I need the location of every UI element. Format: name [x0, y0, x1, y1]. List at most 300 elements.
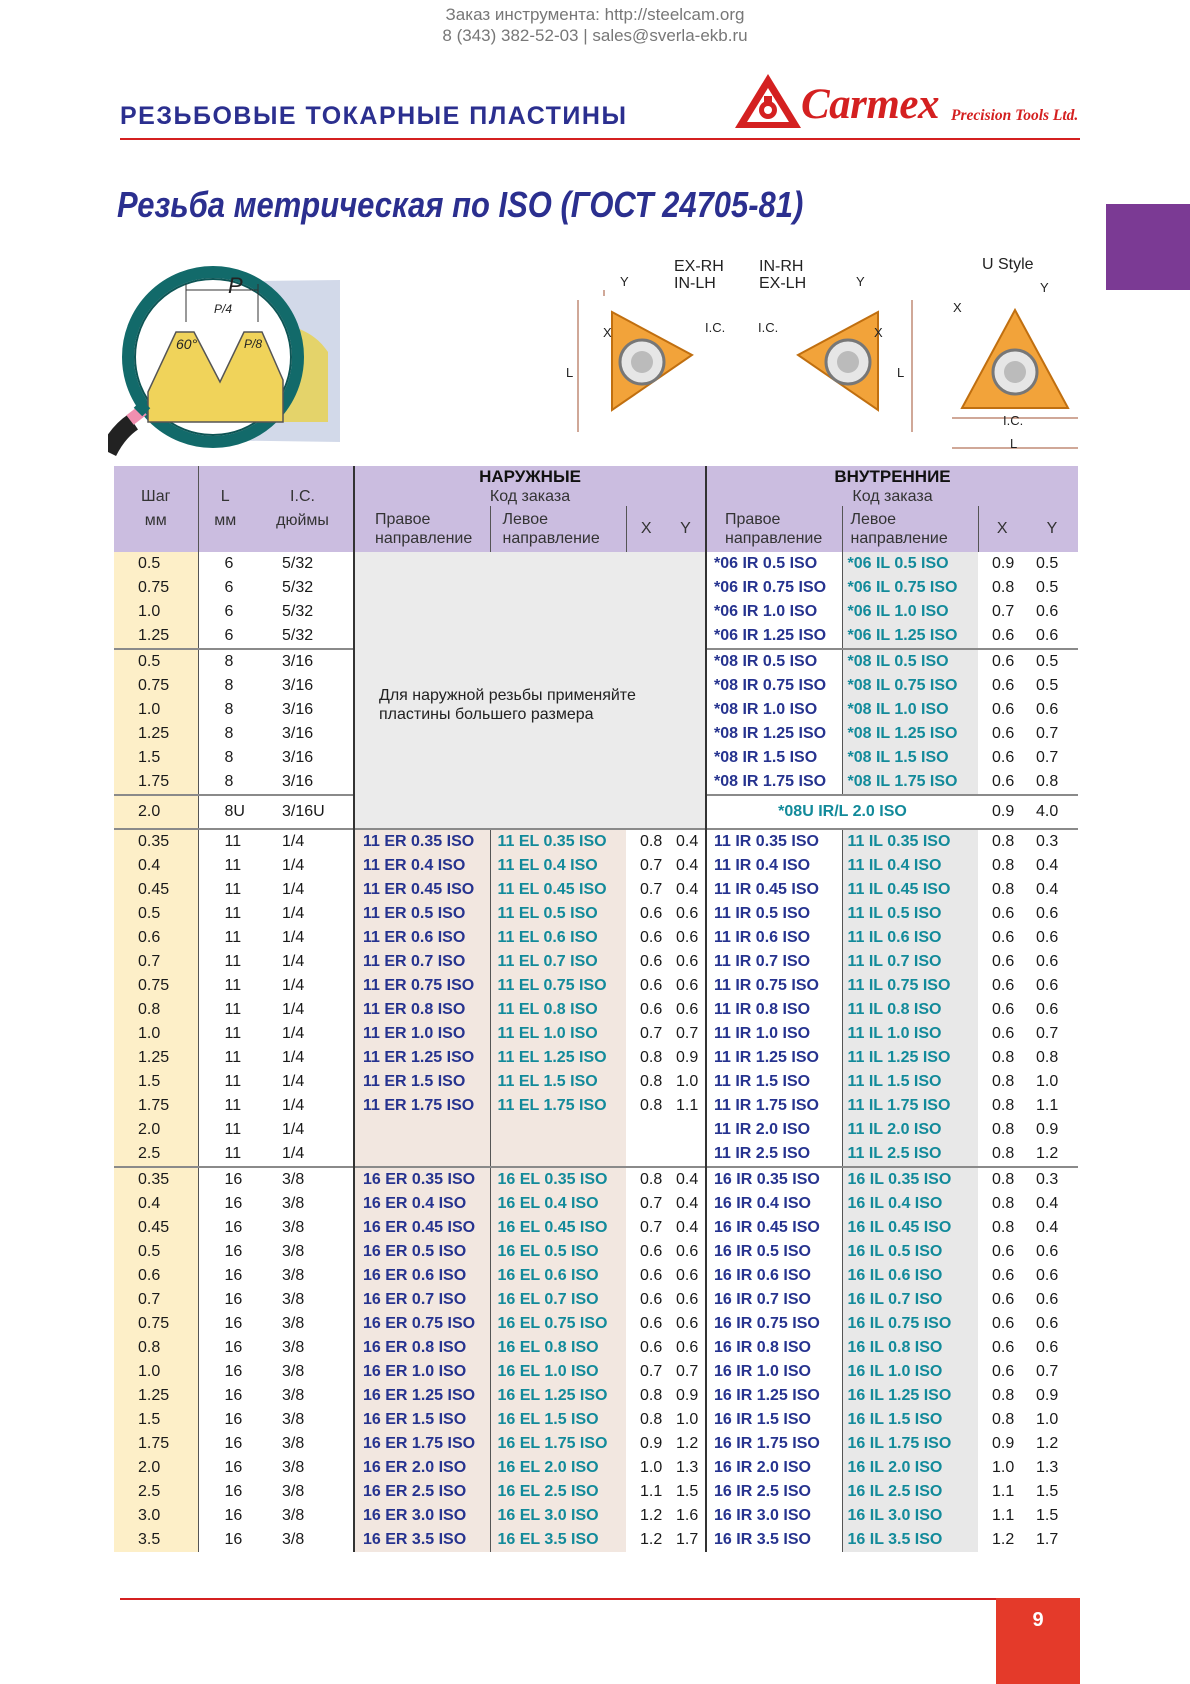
- int-left-code: 11 IL 0.7 ISO: [842, 950, 978, 974]
- ext-right-code: 16 ER 0.35 ISO: [354, 1167, 490, 1192]
- ext-right-code: 16 ER 0.5 ISO: [354, 1240, 490, 1264]
- int-left-code: *08 IL 0.5 ISO: [842, 649, 978, 674]
- pitch-cell: 1.0: [114, 1022, 198, 1046]
- table-row: [114, 1384, 1078, 1408]
- header-rule: [120, 138, 1080, 140]
- int-left-code: *06 IL 0.75 ISO: [842, 576, 978, 600]
- int-right-code: *08 IR 0.5 ISO: [706, 649, 842, 674]
- l-cell: 8: [198, 698, 252, 722]
- table-body: [114, 552, 1078, 1552]
- ext-left-code: 16 EL 2.5 ISO: [490, 1480, 626, 1504]
- int-left-code: 11 IL 1.0 ISO: [842, 1022, 978, 1046]
- pitch-cell: 0.7: [114, 950, 198, 974]
- int-left-code: 16 IL 0.8 ISO: [842, 1336, 978, 1360]
- footer-rule: [120, 1598, 1015, 1600]
- ext-right-code: 11 ER 0.4 ISO: [354, 854, 490, 878]
- ext-y-cell: 0.7: [676, 1025, 699, 1042]
- pitch-cell: 1.75: [114, 1094, 198, 1118]
- int-right-dir-header: Правое направление: [706, 506, 842, 552]
- int-left-code: 16 IL 2.5 ISO: [842, 1480, 978, 1504]
- page-heading: Резьба метрическая по ISO (ГОСТ 24705-81): [117, 184, 804, 225]
- l-cell: 16: [198, 1288, 252, 1312]
- ext-right-dir-header: Правое направление: [354, 506, 490, 552]
- ic-cell: 3/16: [282, 701, 314, 718]
- ic-cell: 1/4: [252, 829, 354, 854]
- ext-y-cell: 0.7: [676, 1363, 699, 1380]
- ext-left-code: 16 EL 0.5 ISO: [490, 1240, 626, 1264]
- ext-x-cell: 0.7: [640, 857, 663, 874]
- pitch-cell: 2.0: [114, 1456, 198, 1480]
- int-right-code: *06 IR 1.25 ISO: [706, 624, 842, 649]
- int-right-code: 16 IR 2.0 ISO: [706, 1456, 842, 1480]
- ext-y-cell: 1.7: [676, 1531, 699, 1548]
- int-left-code: 16 IL 1.75 ISO: [842, 1432, 978, 1456]
- ext-right-code: 11 ER 0.45 ISO: [354, 878, 490, 902]
- int-x-cell: 0.9: [978, 795, 1026, 829]
- l-cell: 11: [198, 998, 252, 1022]
- int-left-code: *08 IL 0.75 ISO: [842, 674, 978, 698]
- table-row: [114, 552, 1078, 576]
- ext-y-cell: 0.6: [676, 1339, 699, 1356]
- int-left-code: 11 IL 1.5 ISO: [842, 1070, 978, 1094]
- x-label-right: X: [874, 325, 883, 340]
- int-right-code: 11 IR 0.4 ISO: [706, 854, 842, 878]
- ic-cell: 3/16: [282, 749, 314, 766]
- ext-y-cell: 0.6: [676, 1267, 699, 1284]
- int-y-cell: 0.7: [1036, 725, 1059, 742]
- int-y-cell: 1.3: [1036, 1459, 1059, 1476]
- int-right-code: 11 IR 1.75 ISO: [706, 1094, 842, 1118]
- int-right-code: 16 IR 0.35 ISO: [706, 1167, 842, 1192]
- ic-cell: 3/8: [282, 1339, 305, 1356]
- int-y-cell: 0.4: [1036, 857, 1059, 874]
- int-x-cell: 0.8: [992, 1121, 1015, 1138]
- int-right-code: *08 IR 1.75 ISO: [706, 770, 842, 795]
- l-header: [198, 466, 252, 552]
- int-x-cell: 0.8: [992, 1411, 1015, 1428]
- int-x-cell: 0.6: [992, 1243, 1015, 1260]
- int-right-code: 16 IR 1.0 ISO: [706, 1360, 842, 1384]
- table-row: [114, 1480, 1078, 1504]
- ic-cell: 3/16: [282, 773, 314, 790]
- l-label-left: L: [566, 365, 574, 380]
- l-cell: 11: [198, 902, 252, 926]
- ext-left-code: [490, 1118, 626, 1142]
- ic-cell: 3/8: [282, 1363, 305, 1380]
- int-x-cell: 0.8: [978, 1167, 1026, 1192]
- ic-cell: 3/8: [282, 1195, 305, 1212]
- ic-cell: 3/16: [282, 725, 314, 742]
- ext-left-code: 11 EL 0.75 ISO: [490, 974, 626, 998]
- int-x-cell: 0.9: [992, 1435, 1015, 1452]
- in-rh-label: IN-RH: [759, 258, 804, 275]
- ic-cell: 1/4: [282, 977, 305, 994]
- pitch-cell: 1.25: [114, 1384, 198, 1408]
- ext-x-cell: 0.6: [640, 977, 663, 994]
- table-row: [114, 1264, 1078, 1288]
- ext-y-header: Y: [666, 506, 706, 552]
- ext-right-code: 16 ER 1.75 ISO: [354, 1432, 490, 1456]
- int-right-code: 11 IR 0.75 ISO: [706, 974, 842, 998]
- int-y-cell: 0.5: [1036, 579, 1059, 596]
- ext-left-code: 16 EL 0.4 ISO: [490, 1192, 626, 1216]
- int-x-cell: 0.8: [992, 1073, 1015, 1090]
- int-left-code: 11 IL 0.45 ISO: [842, 878, 978, 902]
- ext-right-code: 16 ER 0.75 ISO: [354, 1312, 490, 1336]
- ext-x-cell: 0.8: [640, 1387, 663, 1404]
- int-left-code: 16 IL 0.6 ISO: [842, 1264, 978, 1288]
- int-y-cell: 0.6: [1036, 1339, 1059, 1356]
- int-x-cell: 0.8: [992, 857, 1015, 874]
- table-row: [114, 829, 1078, 854]
- ext-y-cell: [666, 1142, 706, 1167]
- int-y-cell: 0.6: [1036, 977, 1059, 994]
- int-y-cell: 0.5: [1026, 649, 1078, 674]
- ext-right-code: 11 ER 1.25 ISO: [354, 1046, 490, 1070]
- l-cell: 16: [198, 1216, 252, 1240]
- table-row: [114, 1118, 1078, 1142]
- ext-x-cell: 1.2: [640, 1507, 663, 1524]
- int-x-cell: 0.6: [992, 1291, 1015, 1308]
- pitch-cell: 0.8: [114, 998, 198, 1022]
- l-cell: 11: [198, 1094, 252, 1118]
- int-left-code: *06 IL 0.5 ISO: [842, 552, 978, 576]
- l-cell: 16: [198, 1504, 252, 1528]
- ext-x-cell: 0.8: [640, 1049, 663, 1066]
- ic-cell: 3/8: [282, 1267, 305, 1284]
- external-header: [354, 466, 706, 506]
- ex-rh-insert-diagram: [570, 290, 720, 440]
- ext-x-cell: 1.0: [640, 1459, 663, 1476]
- int-x-cell: 0.6: [992, 627, 1015, 644]
- int-x-cell: 0.6: [992, 749, 1015, 766]
- l-cell: 16: [198, 1192, 252, 1216]
- y-label-left: Y: [620, 274, 629, 289]
- ext-x-cell: 0.6: [640, 1315, 663, 1332]
- pitch-cell: 0.75: [114, 674, 198, 698]
- ext-y-cell: 0.6: [676, 953, 699, 970]
- pitch-cell: 0.5: [114, 902, 198, 926]
- int-right-code: 16 IR 3.5 ISO: [706, 1528, 842, 1552]
- ic-cell: 3/16: [282, 677, 314, 694]
- int-y-cell: 0.9: [1036, 1121, 1059, 1138]
- ic-cell: 3/16U: [252, 795, 354, 829]
- l-cell: 11: [198, 950, 252, 974]
- int-right-code: 16 IR 0.4 ISO: [706, 1192, 842, 1216]
- int-left-code: 16 IL 0.4 ISO: [842, 1192, 978, 1216]
- int-y-cell: 0.6: [1036, 953, 1059, 970]
- int-x-cell: 0.6: [992, 1363, 1015, 1380]
- int-right-code: *08 IR 1.0 ISO: [706, 698, 842, 722]
- ic-cell: 3/16: [252, 649, 354, 674]
- l-label-right: L: [897, 365, 905, 380]
- ext-y-cell: 0.6: [676, 977, 699, 994]
- int-x-cell: 0.6: [992, 1025, 1015, 1042]
- int-y-cell: 0.6: [1036, 701, 1059, 718]
- ext-x-cell: 0.7: [640, 881, 663, 898]
- l-cell: 11: [198, 1022, 252, 1046]
- ext-left-code: 11 EL 1.25 ISO: [490, 1046, 626, 1070]
- ext-y-cell: 0.9: [676, 1387, 699, 1404]
- l-cell: 16: [198, 1456, 252, 1480]
- l-cell: 16: [198, 1528, 252, 1552]
- int-y-cell: 0.5: [1036, 677, 1059, 694]
- ext-x-cell: 0.8: [640, 1411, 663, 1428]
- ext-right-code: 11 ER 0.35 ISO: [354, 829, 490, 854]
- pitch-cell: 1.25: [114, 1046, 198, 1070]
- ext-right-code: 11 ER 1.75 ISO: [354, 1094, 490, 1118]
- int-x-cell: 0.6: [992, 1315, 1015, 1332]
- int-right-code: 16 IR 0.75 ISO: [706, 1312, 842, 1336]
- ext-x-cell: 0.7: [640, 1025, 663, 1042]
- l-cell: 11: [198, 854, 252, 878]
- ext-x-cell: 0.6: [640, 1243, 663, 1260]
- int-x-cell: 1.0: [992, 1459, 1015, 1476]
- table-row: [114, 974, 1078, 998]
- l-cell: 8: [198, 722, 252, 746]
- ext-right-code: 16 ER 2.0 ISO: [354, 1456, 490, 1480]
- ext-right-code: [354, 1118, 490, 1142]
- pitch-cell: 0.6: [114, 1264, 198, 1288]
- ic-cell: 1/4: [282, 857, 305, 874]
- ext-right-code: [354, 1142, 490, 1167]
- ext-left-code: 16 EL 1.25 ISO: [490, 1384, 626, 1408]
- x-label-u: X: [953, 300, 962, 315]
- l-cell: 11: [198, 1046, 252, 1070]
- l-cell: 8: [198, 674, 252, 698]
- table-row: [114, 1216, 1078, 1240]
- int-left-code: 11 IL 0.8 ISO: [842, 998, 978, 1022]
- thread-inserts-table: [114, 466, 1078, 1552]
- int-y-cell: 1.2: [1036, 1435, 1059, 1452]
- int-left-code: *08 IL 1.5 ISO: [842, 746, 978, 770]
- l-cell: 16: [198, 1264, 252, 1288]
- ext-x-cell: 0.8: [640, 1097, 663, 1114]
- int-y-cell: 0.6: [1036, 1001, 1059, 1018]
- ex-lh-label: EX-LH: [759, 275, 807, 292]
- pitch-cell: 0.7: [114, 1288, 198, 1312]
- int-left-code: 11 IL 0.35 ISO: [842, 829, 978, 854]
- int-right-code: 16 IR 0.5 ISO: [706, 1240, 842, 1264]
- int-left-code: 16 IL 0.75 ISO: [842, 1312, 978, 1336]
- ext-x-cell: 0.8: [626, 829, 666, 854]
- int-y-cell: 0.7: [1036, 749, 1059, 766]
- pitch-cell: 2.0: [114, 1118, 198, 1142]
- int-left-code: 11 IL 2.0 ISO: [842, 1118, 978, 1142]
- int-x-cell: 0.6: [978, 649, 1026, 674]
- table-row: [114, 878, 1078, 902]
- int-y-cell: 1.0: [1036, 1073, 1059, 1090]
- external-title: НАРУЖНЫЕ: [479, 467, 581, 486]
- ic-cell: 1/4: [282, 881, 305, 898]
- ext-x-cell: [626, 1118, 666, 1142]
- int-x-cell: 0.8: [992, 881, 1015, 898]
- int-left-code: 11 IL 1.75 ISO: [842, 1094, 978, 1118]
- carmex-logo: [733, 72, 1083, 134]
- int-right-code: 16 IR 2.5 ISO: [706, 1480, 842, 1504]
- internal-header: [706, 466, 1078, 506]
- int-x-cell: 0.8: [992, 1195, 1015, 1212]
- ext-x-cell: 0.7: [640, 1195, 663, 1212]
- pitch-cell: 1.75: [114, 770, 198, 795]
- table-row: [114, 1022, 1078, 1046]
- l-cell: 16: [198, 1167, 252, 1192]
- pitch-cell: 0.75: [114, 974, 198, 998]
- int-left-code: *08 IL 1.0 ISO: [842, 698, 978, 722]
- table-row: [114, 1456, 1078, 1480]
- ext-left-code: 11 EL 0.4 ISO: [490, 854, 626, 878]
- l-cell: 11: [198, 878, 252, 902]
- ext-right-code: 16 ER 1.5 ISO: [354, 1408, 490, 1432]
- int-x-header: X: [978, 506, 1026, 552]
- ext-right-code: 11 ER 0.7 ISO: [354, 950, 490, 974]
- ic-cell: 3/8: [282, 1531, 305, 1548]
- ic-header: [252, 466, 354, 552]
- ext-y-cell: 1.2: [676, 1435, 699, 1452]
- table-row: [114, 1167, 1078, 1192]
- int-right-code: 11 IR 0.35 ISO: [706, 829, 842, 854]
- ic-cell: 3/8: [282, 1315, 305, 1332]
- ext-right-code: 16 ER 2.5 ISO: [354, 1480, 490, 1504]
- x-label-left: X: [603, 325, 612, 340]
- pitch-cell: 3.5: [114, 1528, 198, 1552]
- pitch-cell: 0.35: [114, 1167, 198, 1192]
- ext-left-code: 11 EL 0.7 ISO: [490, 950, 626, 974]
- ext-y-cell: 1.6: [676, 1507, 699, 1524]
- ic-cell: 3/8: [282, 1483, 305, 1500]
- ext-left-code: 16 EL 2.0 ISO: [490, 1456, 626, 1480]
- int-right-code: *08 IR 1.25 ISO: [706, 722, 842, 746]
- l-cell: 11: [198, 1118, 252, 1142]
- int-x-cell: 0.6: [992, 725, 1015, 742]
- l-cell: 16: [198, 1312, 252, 1336]
- ic-label-left: I.C.: [705, 320, 726, 335]
- ic-cell: 1/4: [282, 905, 305, 922]
- ext-right-code: 16 ER 1.25 ISO: [354, 1384, 490, 1408]
- int-y-cell: 0.5: [1036, 555, 1059, 572]
- external-order-code: Код заказа: [489, 488, 571, 505]
- ext-x-cell: [626, 1142, 666, 1167]
- int-merged-code: *08U IR/L 2.0 ISO: [706, 795, 978, 829]
- int-y-cell: 1.2: [1036, 1145, 1059, 1162]
- logo-subtitle: Precision Tools Ltd.: [951, 107, 1079, 124]
- int-left-code: 11 IL 0.6 ISO: [842, 926, 978, 950]
- pitch-cell: 1.25: [114, 624, 198, 649]
- l-cell: 11: [198, 1142, 252, 1167]
- ic-cell: 3/8: [282, 1435, 305, 1452]
- contact-info: [0, 4, 1190, 46]
- int-right-code: 11 IR 2.0 ISO: [706, 1118, 842, 1142]
- l-cell: 16: [198, 1360, 252, 1384]
- l-cell: 8: [198, 746, 252, 770]
- int-left-code: 16 IL 0.7 ISO: [842, 1288, 978, 1312]
- table-row: [114, 1142, 1078, 1167]
- pitch-cell: 0.5: [114, 649, 198, 674]
- int-y-cell: 0.6: [1036, 603, 1059, 620]
- ext-right-code: 16 ER 0.6 ISO: [354, 1264, 490, 1288]
- table-row: [114, 926, 1078, 950]
- ext-left-code: 16 EL 1.75 ISO: [490, 1432, 626, 1456]
- ext-right-code: 11 ER 0.5 ISO: [354, 902, 490, 926]
- external-note: Для наружной резьбы применяйте пластины большего размера: [379, 687, 636, 723]
- table-row: [114, 1504, 1078, 1528]
- ic-cell: 1/4: [282, 1025, 305, 1042]
- ext-left-code: 16 EL 3.0 ISO: [490, 1504, 626, 1528]
- int-y-cell: 1.5: [1036, 1483, 1059, 1500]
- int-left-code: 16 IL 1.25 ISO: [842, 1384, 978, 1408]
- y-label-u: Y: [1040, 280, 1049, 295]
- int-x-cell: 0.8: [992, 1387, 1015, 1404]
- l-header-label: L: [220, 488, 230, 505]
- pitch-cell: 1.0: [114, 698, 198, 722]
- pitch-cell: 0.75: [114, 1312, 198, 1336]
- int-left-code: *06 IL 1.25 ISO: [842, 624, 978, 649]
- int-y-cell: 1.7: [1036, 1531, 1059, 1548]
- l-label-u: L: [1010, 436, 1018, 451]
- l-cell: 11: [198, 926, 252, 950]
- ext-left-code: 16 EL 1.0 ISO: [490, 1360, 626, 1384]
- ext-left-code: 16 EL 3.5 ISO: [490, 1528, 626, 1552]
- int-y-cell: 0.6: [1036, 1315, 1059, 1332]
- ic-header-unit: дюймы: [276, 512, 329, 529]
- pitch-header: [114, 466, 198, 552]
- int-x-cell: 0.6: [992, 1267, 1015, 1284]
- int-x-cell: 0.6: [992, 953, 1015, 970]
- int-left-code: 11 IL 2.5 ISO: [842, 1142, 978, 1167]
- internal-order-code: Код заказа: [852, 488, 933, 505]
- l-cell: 11: [198, 974, 252, 998]
- ext-x-cell: 0.6: [640, 953, 663, 970]
- ext-y-cell: 0.6: [676, 1243, 699, 1260]
- ext-left-code: 11 EL 1.75 ISO: [490, 1094, 626, 1118]
- int-right-code: 11 IR 1.25 ISO: [706, 1046, 842, 1070]
- int-x-cell: 0.6: [992, 905, 1015, 922]
- int-y-cell: 0.6: [1036, 1243, 1059, 1260]
- int-x-cell: 1.1: [992, 1483, 1015, 1500]
- int-x-cell: 0.8: [992, 1219, 1015, 1236]
- ic-cell: 1/4: [282, 1049, 305, 1066]
- int-x-cell: 0.6: [992, 1001, 1015, 1018]
- int-left-code: 16 IL 1.5 ISO: [842, 1408, 978, 1432]
- int-y-cell: 4.0: [1026, 795, 1078, 829]
- l-cell: 16: [198, 1384, 252, 1408]
- ext-x-cell: 0.8: [626, 1167, 666, 1192]
- ext-left-code: 16 EL 0.45 ISO: [490, 1216, 626, 1240]
- int-right-code: *06 IR 0.5 ISO: [706, 552, 842, 576]
- u-style-insert-diagram: [950, 290, 1080, 460]
- pitch-cell: 1.75: [114, 1432, 198, 1456]
- pitch-cell: 2.5: [114, 1142, 198, 1167]
- table-row: [114, 1288, 1078, 1312]
- ext-left-code: 16 EL 1.5 ISO: [490, 1408, 626, 1432]
- int-right-code: *08 IR 1.5 ISO: [706, 746, 842, 770]
- int-x-cell: 0.7: [992, 603, 1015, 620]
- ic-cell: 1/4: [282, 953, 305, 970]
- ext-left-code: 16 EL 0.35 ISO: [490, 1167, 626, 1192]
- ic-cell: 3/8: [282, 1291, 305, 1308]
- ext-left-code: 16 EL 0.75 ISO: [490, 1312, 626, 1336]
- ext-y-cell: 0.6: [676, 1315, 699, 1332]
- ext-x-cell: 0.6: [640, 1267, 663, 1284]
- table-row: [114, 1336, 1078, 1360]
- int-y-cell: 0.6: [1036, 1267, 1059, 1284]
- ic-cell: 5/32: [282, 555, 314, 572]
- ext-x-cell: 0.6: [640, 929, 663, 946]
- int-right-code: 16 IR 0.6 ISO: [706, 1264, 842, 1288]
- int-x-cell: 0.8: [978, 829, 1026, 854]
- int-left-dir-header: Левое направление: [842, 506, 978, 552]
- table-row: [114, 1432, 1078, 1456]
